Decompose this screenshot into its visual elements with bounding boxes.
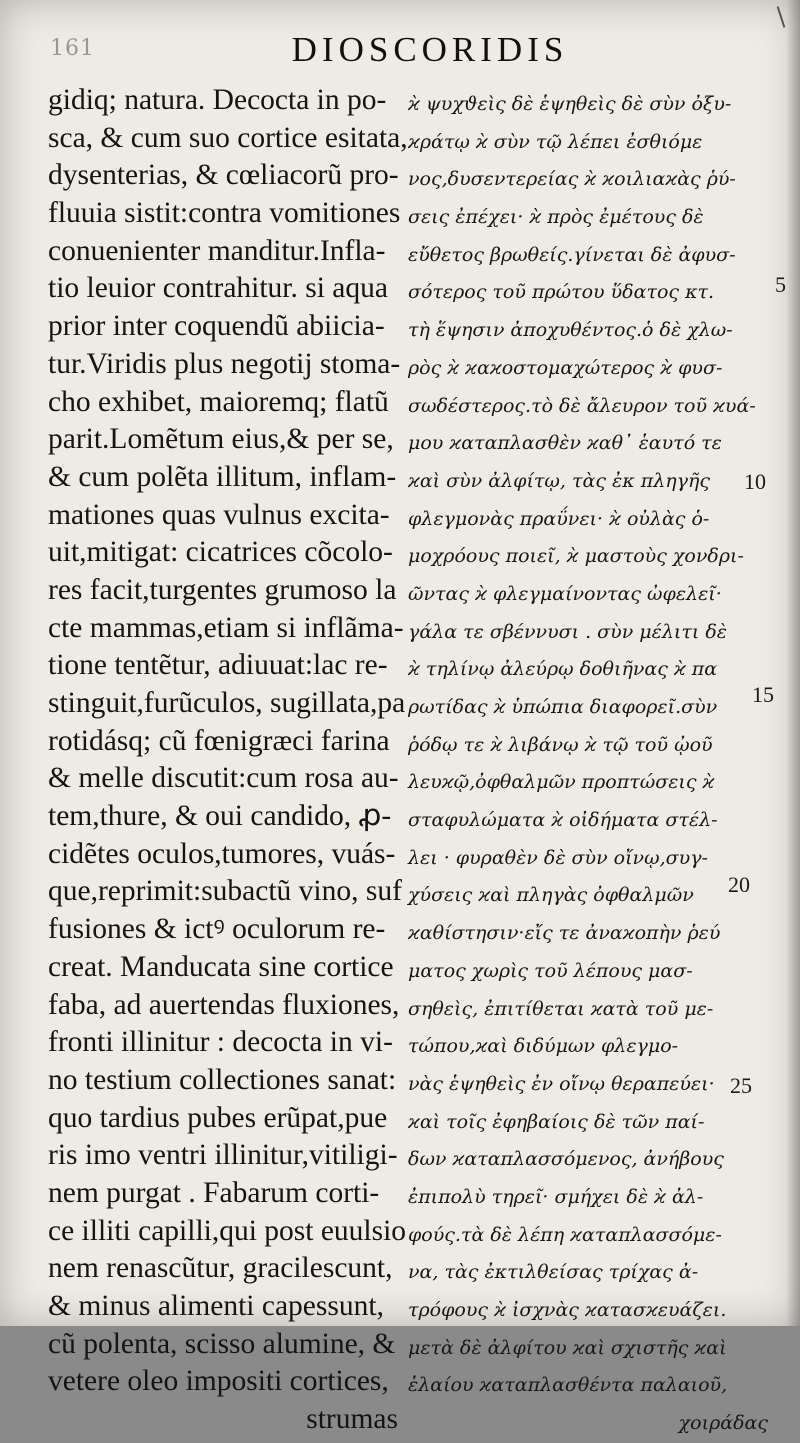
latin-text-line: mationes quas vulnus excita- bbox=[48, 498, 390, 531]
greek-text-line: να, τὰς ἐκτιλθείσας τρίχας ἀ- bbox=[408, 1261, 699, 1284]
greek-text-line: μου ϰαταπλασθὲν ϰαθ᾽ ἑαυτό τε bbox=[408, 432, 722, 455]
greek-text-line: φούς.τὰ δὲ λέπη ϰαταπλασσόμε- bbox=[408, 1223, 722, 1246]
margin-line-number: 25 bbox=[730, 1073, 752, 1098]
greek-text-line: ρὸς ϰ̀ ϰαϰοστομαχώτερος ϰ̀ φυσ- bbox=[408, 356, 723, 379]
running-header: DIOSCORIDIS bbox=[291, 30, 569, 69]
greek-text-line: δων ϰαταπλασσόμενος, ἀνήβους bbox=[408, 1148, 724, 1171]
latin-text-line: tur.Viridis plus negotij stoma- bbox=[48, 347, 401, 380]
latin-text-line: gidiq; natura. Decocta in po- bbox=[48, 84, 387, 116]
greek-text-line: ϰαθίστησιν·εἴς τε ἀναϰοπὴν ῥεύ bbox=[408, 922, 721, 945]
greek-text-line: λει · φυραθὲν δὲ σὺν οἴνῳ,συγ- bbox=[408, 846, 708, 869]
page-folio: 161 bbox=[50, 36, 95, 61]
latin-text-line: strumas bbox=[306, 1403, 398, 1436]
greek-text-line: τὴ ἕψησιν ἀποχυθέντος.ὁ δὲ χλω- bbox=[408, 319, 733, 342]
latin-text-line: faba, ad auertendas fluxiones, bbox=[48, 988, 400, 1021]
greek-text-line: σότερος τοῦ πρώτου ὕδατος κτ. bbox=[408, 281, 715, 304]
latin-text-line: tem,thure, & oui candido, ꝓ- bbox=[48, 800, 392, 833]
greek-text-line: ϰαὶ σὺν ἀλφίτῳ, τὰς ἐκ πληγῆς bbox=[408, 469, 710, 492]
margin-line-number: 5 bbox=[775, 272, 786, 297]
latin-text-line: tione tentẽtur, adiuuat:lac re- bbox=[48, 649, 388, 682]
latin-text-line: vetere oleo impositi cortices, bbox=[48, 1365, 389, 1398]
greek-text-line: νὰς ἑψηθεὶς ἐν οἴνῳ θεραπεύει· bbox=[408, 1072, 715, 1095]
greek-column bbox=[408, 86, 774, 1443]
greek-text-line: ϰ̀ τηλίνῳ ἀλεύρῳ δοθιῆνας ϰ̀ πα bbox=[408, 658, 718, 681]
latin-text-line: fronti illinitur : decocta in vi- bbox=[48, 1026, 393, 1059]
greek-text-line: μοχρόους ποιεῖ, ϰ̀ μαστοὺς χονδρι- bbox=[408, 545, 744, 568]
latin-text-line: parit.Lomẽtum eius,& per se, bbox=[48, 423, 394, 456]
greek-text-line: φλεγμονὰς πραΰνει· ϰ̀ οὐλὰς ὁ- bbox=[408, 507, 710, 530]
greek-text-line: σεις ἐπέχει· ϰ̀ πρὸς ἐμέτους δὲ bbox=[408, 206, 704, 229]
greek-text-line: γάλα τε σβέννυσι . σὺν μέλιτι δὲ bbox=[408, 620, 727, 643]
page-edge-shadow bbox=[786, 0, 800, 1326]
greek-text-line: λευϰῷ,ὀφθαλμῶν προπτώσεις ϰ̀ bbox=[408, 771, 715, 794]
greek-text-line: ρωτίδας ϰ̀ ὑπώπια διαφορεῖ.σὺν bbox=[408, 696, 718, 718]
greek-text-line: ῶντας ϰ̀ φλεγμαίνοντας ὠφελεῖ· bbox=[408, 582, 722, 605]
latin-text-line: cũ polenta, scisso alumine, & bbox=[48, 1327, 396, 1360]
latin-text-line: tio leuior contrahitur. si aqua bbox=[48, 272, 388, 305]
latin-text-line: stinguit,furũculos, sugillata,pa bbox=[48, 687, 406, 719]
margin-line-number: 10 bbox=[744, 469, 766, 494]
latin-text-line: fluuia sistit:contra vomitiones bbox=[48, 197, 401, 230]
greek-text-line: ϰ̀ ψυχϑεὶς δὲ ἑψηθεὶς δὲ σὺν ὀξυ- bbox=[408, 93, 732, 115]
greek-text-line: ϰράτῳ ϰ̀ σὺν τῷ λέπει ἐσθιόμε bbox=[408, 130, 703, 153]
latin-text-line: prior inter coquendũ abiicia- bbox=[48, 310, 385, 343]
latin-text-line: dysenterias, & cœliacorũ pro- bbox=[48, 159, 399, 192]
latin-text-line: res facit,turgentes grumoso la bbox=[48, 573, 397, 606]
greek-text-line: ἐπιπολὺ τηρεῖ· σμήχει δὲ ϰ̀ ἀλ- bbox=[408, 1185, 704, 1208]
latin-text-line: ris imo ventri illinitur,vitiligi- bbox=[48, 1139, 398, 1172]
greek-text-line: χοιράδας bbox=[678, 1412, 768, 1435]
greek-text-line: σταφυλώματα ϰ̀ οἰδήματα στέλ- bbox=[408, 809, 718, 832]
latin-text-line: uit,mitigat: cicatrices cõcolo- bbox=[48, 536, 393, 569]
latin-text-line: cte mammas,etiam si inflãma- bbox=[48, 611, 404, 644]
greek-text-line: σηθεὶς, ἐπιτίθεται ϰατὰ τοῦ με- bbox=[408, 997, 714, 1020]
latin-text-line: fusiones & ictꝰ oculorum re- bbox=[48, 913, 386, 946]
greek-text-line: ματος χωρὶς τοῦ λέπους μασ- bbox=[408, 959, 693, 982]
greek-text-line: νος,δυσεντερείας ϰ̀ ϰοιλιαϰὰς ῥύ- bbox=[408, 168, 736, 191]
latin-text-line: sca, & cum suo cortice esitata, bbox=[48, 121, 408, 154]
margin-line-number: 20 bbox=[728, 872, 750, 897]
latin-text-line: quo tardius pubes erũpat,pue bbox=[48, 1101, 388, 1134]
latin-text-line: no testium collectiones sanat: bbox=[48, 1063, 397, 1096]
latin-text-line: ce illiti capilli,qui post euulsio bbox=[48, 1214, 407, 1247]
margin-mark bbox=[777, 6, 786, 28]
greek-text-line: τώπου,ϰαὶ διδύμων φλεγμο- bbox=[408, 1035, 679, 1058]
greek-text-line: μετὰ δὲ ἀλφίτου ϰαὶ σχιστῆς ϰαὶ bbox=[408, 1336, 727, 1359]
latin-text-line: que,reprimit:subactũ vino, suf bbox=[48, 875, 402, 908]
latin-text-line: & melle discutit:cum rosa au- bbox=[48, 762, 399, 795]
latin-column bbox=[48, 82, 408, 1439]
latin-text-line: & cum polẽta illitum, inflam- bbox=[48, 460, 397, 493]
latin-text-line: rotidásq; cũ fœnigræci farina bbox=[48, 724, 390, 757]
latin-text-line: & minus alimenti capessunt, bbox=[48, 1290, 384, 1322]
greek-text-line: τρόφους ϰ̀ ἰσχνὰς ϰατασϰευάζει. bbox=[408, 1299, 727, 1321]
latin-text-line: cidẽtes oculos,tumores, vuás- bbox=[48, 837, 396, 870]
latin-text-line: cho exhibet, maioremq; flatũ bbox=[48, 385, 389, 418]
greek-text-line: ϰαὶ τοῖς ἐφηβαίοις δὲ τῶν παί- bbox=[408, 1110, 705, 1133]
greek-text-line: σωδέστερος.τὸ δὲ ἄλευρον τοῦ ϰυά- bbox=[408, 394, 756, 417]
latin-text-line: nem renascũtur, gracilescunt, bbox=[48, 1252, 393, 1285]
greek-text-line: ῥόδῳ τε ϰ̀ λιβάνῳ ϰ̀ τῷ τοῦ ᾠοῦ bbox=[408, 733, 713, 756]
latin-text-line: conuenienter manditur.Infla- bbox=[48, 234, 386, 267]
latin-text-line: creat. Manducata sine cortice bbox=[48, 950, 394, 983]
greek-text-line: χύσεις ϰαὶ πληγὰς ὀφθαλμῶν bbox=[408, 884, 694, 907]
greek-text-line: ἐλαίου ϰαταπλασθέντα παλαιοῦ, bbox=[408, 1374, 728, 1397]
greek-text-line: εὔθετος βρωθείς.γίνεται δὲ ἀφυσ- bbox=[408, 243, 736, 266]
margin-line-number: 15 bbox=[752, 682, 774, 707]
latin-text-line: nem purgat . Fabarum corti- bbox=[48, 1176, 380, 1209]
